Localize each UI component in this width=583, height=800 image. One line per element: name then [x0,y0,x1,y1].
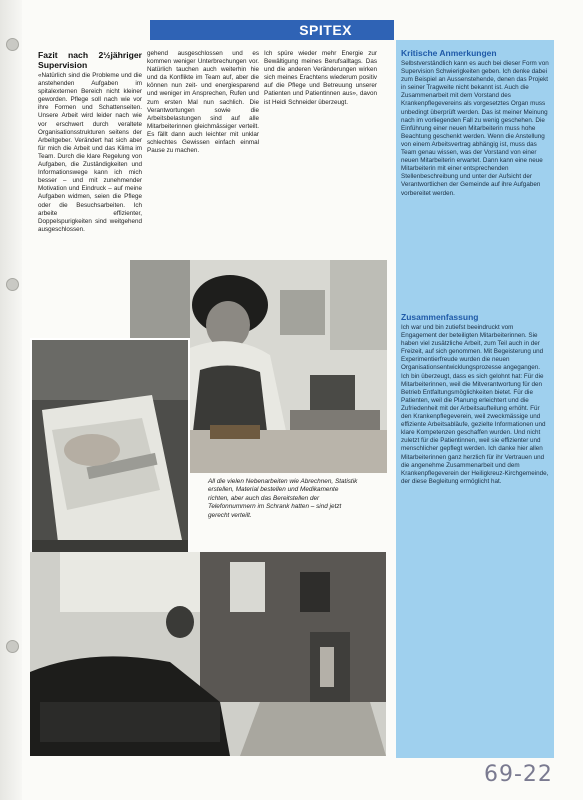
article-column-1 [38,50,142,256]
article-column-2: gehend ausgeschlossen und es kommen weniger Unterbrechungen vor. Natürlich tauchen auch weiterhin hie und da Konflikte im Team auf, aber die können nun zeit- und energiesparend und weniger im Ansprechen, Rufen und zum ersten Mal nun sachlich. Die Verantwortungen sowie die Arbeitsbelastungen sind auf alle Mitarbeiterinnen gleichmässiger verteilt. Es fällt dann auch leichter mit unklar schlechtes Gewissen einfach einmal Pause zu machen. [147,50,259,155]
punch-hole [6,278,19,291]
punch-hole [6,640,19,653]
sidebar-text-critical: Selbstverständlich kann es auch bei dieser Form von Supervision Schwierigkeiten geben. Ich denke dabei zum Beispiel an Aussenstehende, denen das Projekt in seiner Tragweite nicht bekannt ist. Auch die Zusammenarbeit mit dem Vorstand des Krankenpflegevereins als vorgesetztes Organ muss unbedingt überprüft werden. Das ist meiner Meinung nach im vorliegenden Fall zu wenig geschehen. Die Einführung einer neuen Mitarbeiterin muss hohe Beachtung geschenkt werden. Wenn die Anstellung von einem Arbeitsvertrag abhängig ist, muss das Team genau wissen, was der Vorstand von einer neuen Mitarbeiterin erwartet. Dann kann eine neue Mitarbeiterin mit einer entsprechenden Stellenbeschreibung und unter der Aufsicht der Verantwortlichen der Gemeinde auf ihre Aufgaben vorbereitet werden. [401,60,549,197]
article-heading: Fazit nach 2½jähriger Supervision [38,50,142,70]
photo-caption: All die vielen Nebenarbeiten wie Abrechnen, Statistik erstellen, Material bestellen und Medikamente richten, aber auch das Bereitstellen der Telefonnummern im Schrank hatten – sind jetzt gerecht verteilt. [208,478,358,519]
punch-hole [6,38,19,51]
photo-documents-closeup [30,338,190,582]
article-body-1: «Natürlich sind die Probleme und die anstehenden Aufgaben im spitalexternen Bereich nicht kleiner geworden. Pflege soll nach wie vor ihre Formen und Schattenseiten. Unsere Arbeit wird leider nach wie vor erschwert durch veraltete Organisationsstrukturen seitens der Arbeitgeber. Verändert hat sich aber für mich die Arbeit und das Klima im Team. Durch die klare Regelung von Aufgaben, die Zuständigkeiten und Informationswege kann ich mich besser – und mit zunehmender Motivation und Eindruck – auf meine Aufgaben widmen, seien die Pflege oder die Besuchsarbeiten. Ich arbeite effizienter, Doppelspurigkeiten sind weitgehend ausgeschlossen. [38,72,142,233]
binder-strip [0,0,22,800]
section-label: SPITEX [299,22,352,38]
handwritten-note: 69-22 [484,762,553,787]
section-header-band [150,20,394,40]
photo-building-entrance [30,552,386,756]
sidebar-box [396,40,554,758]
article-column-3: Ich spüre wieder mehr Energie zur Bewältigung meines Berufsalltags. Das und die anderen Veränderungen wirken sich meines Erachtens wiederum positiv auf die Pflege und Betreuung unserer Patienten und Patientinnen aus», davon ist Heidi Schneider überzeugt. [264,50,377,106]
sidebar-text-summary: Ich war und bin zutiefst beeindruckt vom Engagement der beteiligten Mitarbeiterinnen. Sie haben viel zusätzliche Arbeit, zum Teil auch in der Freizeit, auf sich genommen. Mit Begeisterung und Experimentierfreude wurden die neuen Organisationsentwicklungsprozesse angegangen. Ich bin überzeugt, dass es sich gelohnt hat: Für die Mitarbeiterinnen, weil die Mitverantwortung für den Betrieb Entfaltungsmöglichkeiten bietet. Für die Patienten, weil die Planung erleichtert und die Zufriedenheit mit der Arbeitsaufteilung erhöht. Für den Krankenpflegeverein, weil zweckmässige und effiziente Arbeitsabläufe, gezielte Informationen und klare Kompetenzen geschaffen wurden. Und nicht zuletzt für die Patientinnen, weil sie effizienter und menschlicher gepflegt werden. Ich danke hier allen Mitarbeiterinnen ganz herzlich für ihr Vertrauen und die angenehme Zusammenarbeit und dem Krankenpflegeverein der Heiligkreuz-Kirchgemeinde, der diese Begleitung ermöglicht hat. [401,324,549,485]
sidebar-title-summary: Zusammenfassung [401,312,479,322]
sidebar-title-critical: Kritische Anmerkungen [401,48,497,58]
